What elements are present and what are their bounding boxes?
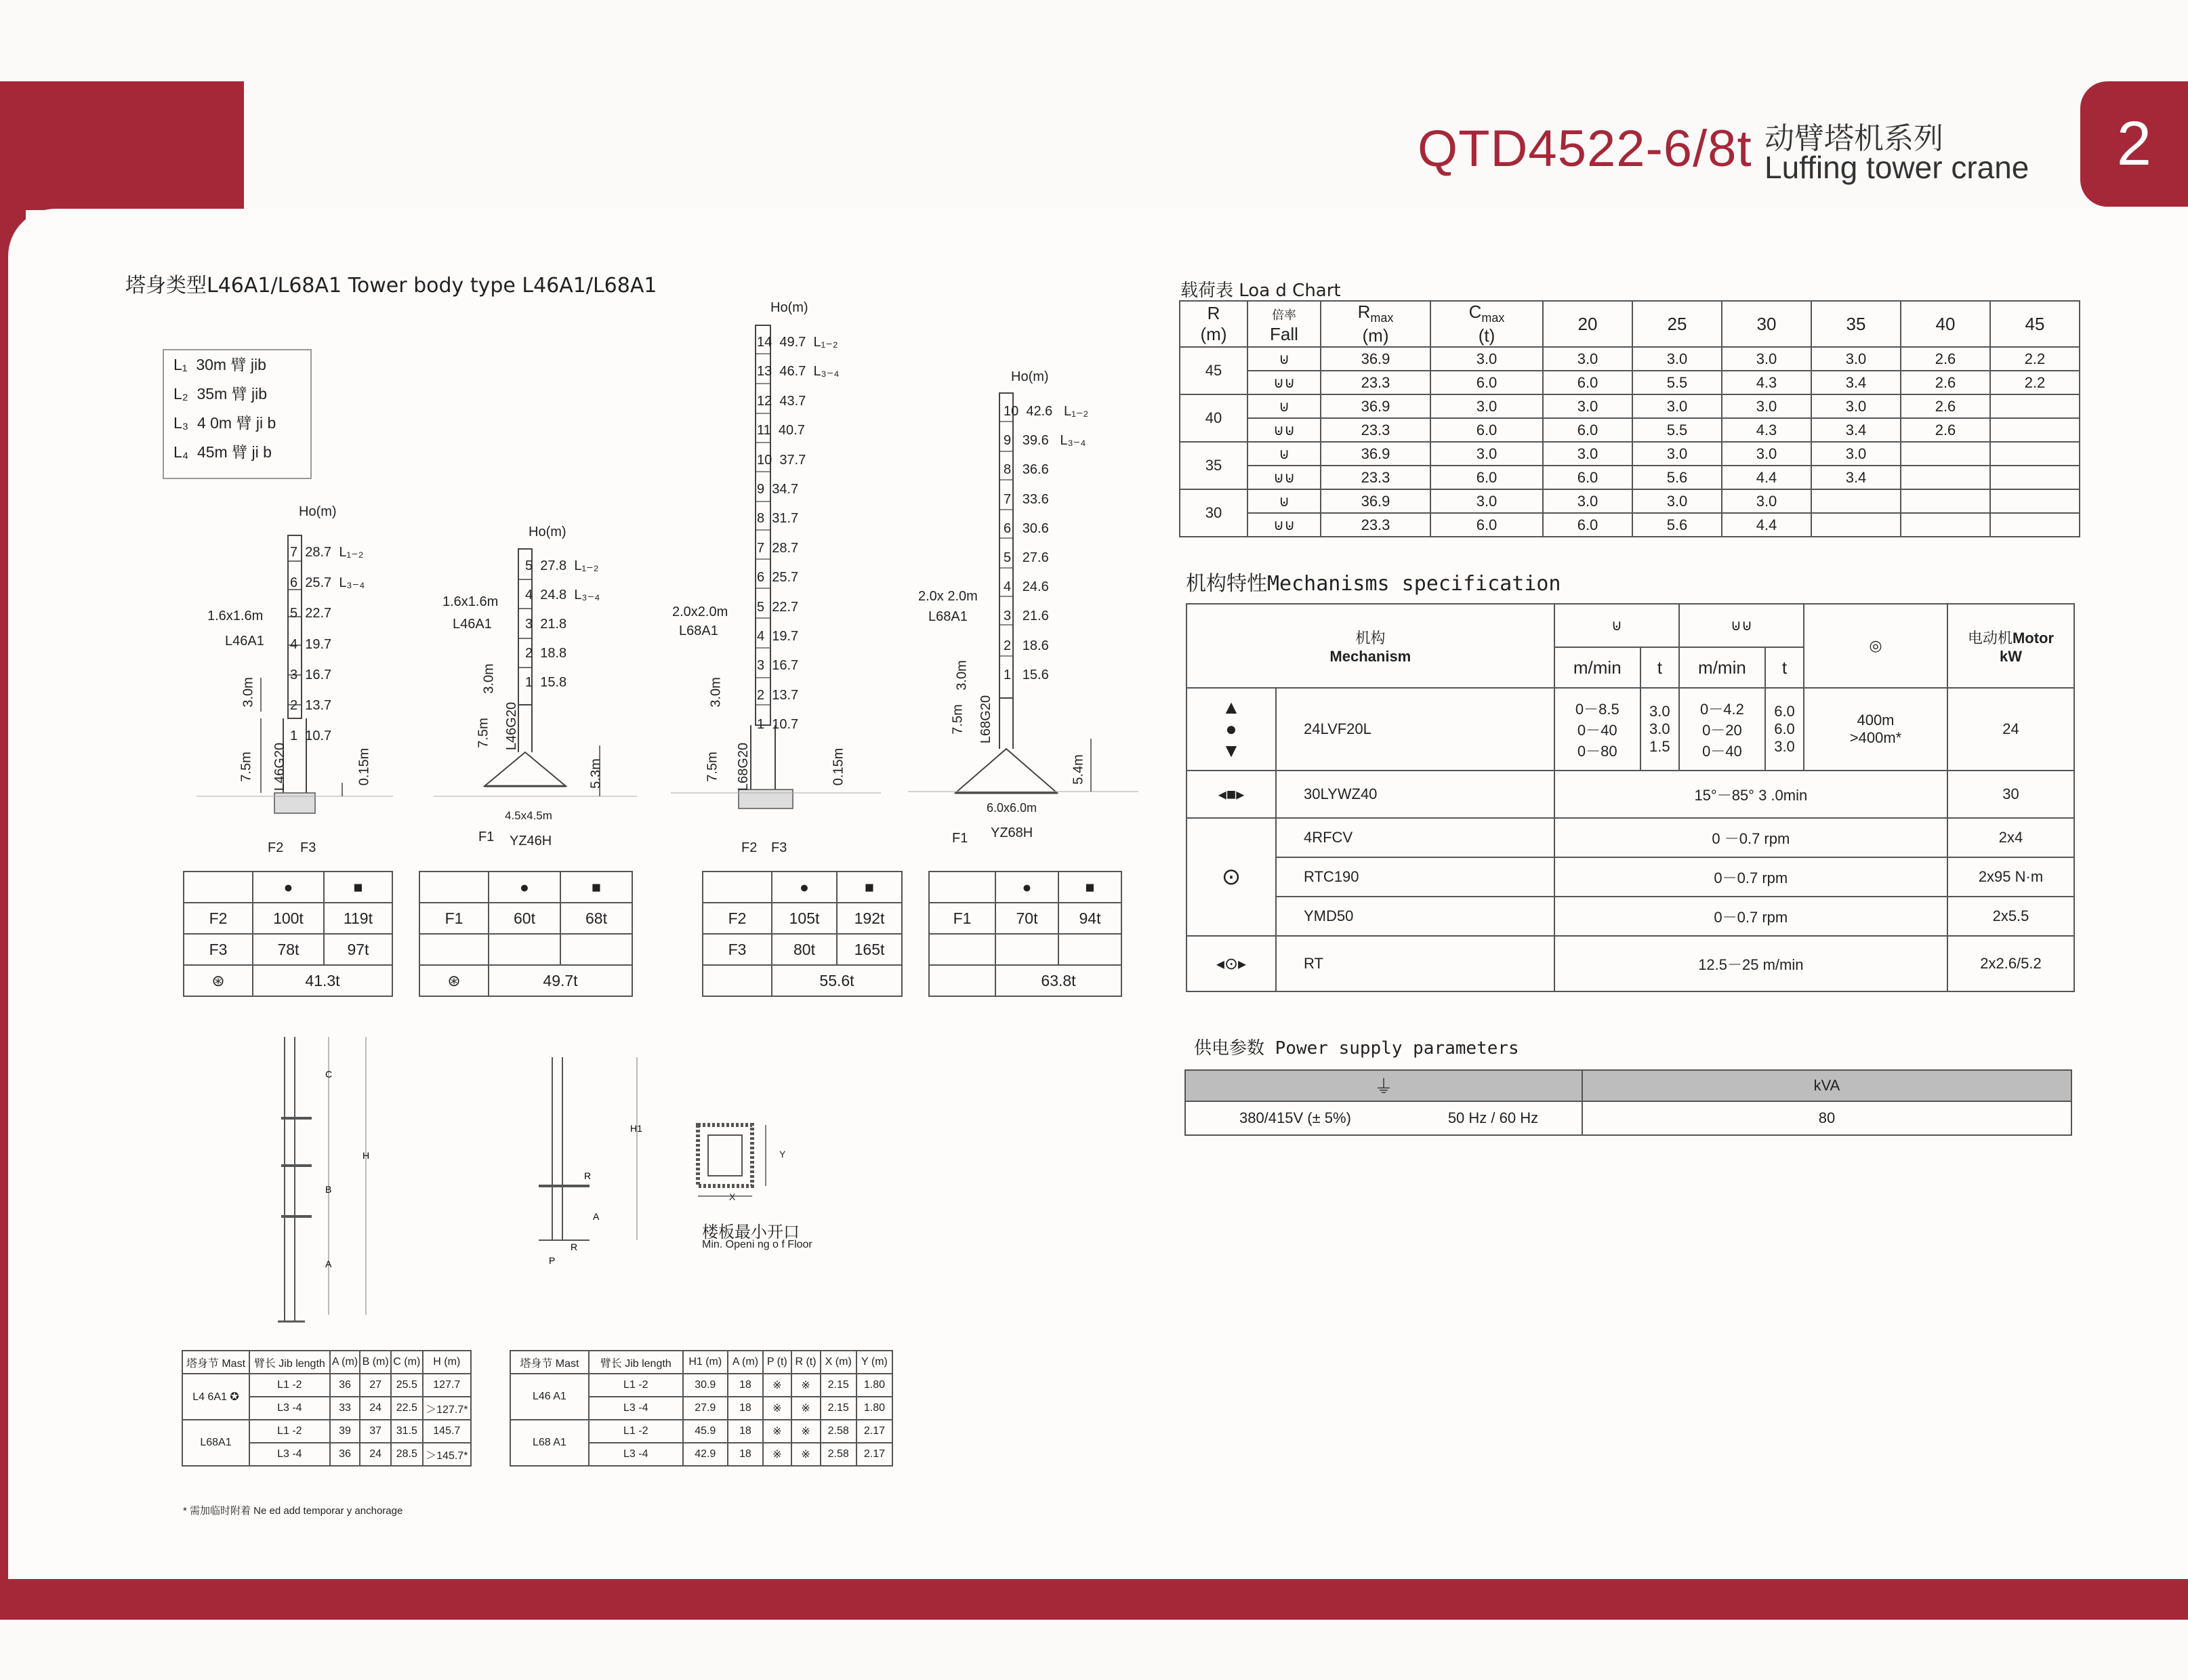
travel-icon: ◂⊙▸ [1186,936,1276,991]
table-row: L68 A1 L1 -2 45.9 18 ※ ※ 2.58 2.17 [510,1420,892,1443]
tower1-ho-label: Ho(m) [299,504,337,519]
tower1-base: L46G20 [272,742,288,792]
table-row: F3 80t 165t [703,934,902,965]
list-item: 12 43.7 [757,393,806,409]
table-row: F2 100t 119t [184,903,392,934]
list-item: 4 24.8 L₃₋₄ [525,588,600,602]
tower3-gap: 0.15m [831,747,846,786]
table-row: ⊍⊍ 23.3 6.0 6.0 5.5 4.3 3.4 2.6 2.2 [1180,371,2080,394]
table-row: F1 60t 68t [419,903,632,934]
table-row: F1 70t 94t [929,903,1121,934]
tower4-h2: 7.5m [950,704,966,735]
table-row: L3 -4 42.9 18 ※ ※ 2.58 2.17 [510,1443,892,1466]
table-row: ⊍⊍ 23.3 6.0 6.0 5.6 4.4 [1180,513,2080,537]
list-item: 3 21.8 [525,617,567,632]
table-row: F2 105t 192t [703,903,902,934]
force-table-4 [928,871,1122,997]
table-row: ⊍⊍ 23.3 6.0 6.0 5.6 4.4 3.4 [1180,466,2080,489]
list-item: 5 22.7 [290,606,332,621]
tower4-chassis: 6.0x6.0m [987,801,1037,815]
svg-text:P: P [549,1255,556,1266]
round-block-icon: ● [489,872,560,903]
tower2-gap: 5.3m [588,758,604,789]
table-row: L3 -4 33 24 22.5 ＞127.7* [182,1397,471,1420]
list-item: 5 27.6 [1004,550,1049,566]
floor-opening-y: Y [779,1149,786,1160]
tower1-h2: 7.5m [239,752,254,782]
list-item: 2 13.7 [290,698,332,714]
two-fall-icon: ⊍ [1247,347,1321,371]
floor-opening-diagram [695,1122,803,1210]
two-fall-icon: ⊍ [1247,489,1321,513]
table-header-row: 塔身节 Mast 臂长 Jib length A (m) B (m) C (m) H (m) [182,1351,471,1374]
power-title: 供电参数 Power supply parameters [1194,1038,1519,1059]
tower2-base: L46G20 [504,701,520,751]
svg-text:H1: H1 [630,1123,642,1134]
tower-body-title: 塔身类型L46A1/L68A1 Tower body type L46A1/L68A1 [125,274,657,298]
list-item: 7 28.7 L₁₋₂ [290,545,364,560]
red-bottom-band [0,1579,2188,1620]
list-item: 4 19.7 [757,629,799,644]
table-row: L46 A1 L1 -2 30.9 18 ※ ※ 2.15 1.80 [510,1374,892,1397]
tower4-base2: YZ68H [991,825,1033,840]
tower1-mast: L46A1 [225,634,264,649]
power-table [1184,1069,2072,1136]
table-row: F3 78t 97t [184,934,392,965]
floor-opening-en: Min. Openi ng o f Floor [702,1239,812,1250]
square-block-icon: ■ [837,872,902,903]
tower1-foot-f2: F2 [268,840,284,855]
table-header-row: R (m) 倍率 Fall $R_{max}$ (m) $C_{max}$ (t) 20 25 30 35 40 45 [1180,301,2080,347]
four-fall-icon: ⊍⊍ [1247,371,1321,394]
list-item: 5 27.8 L₁₋₂ [525,558,599,573]
tower1-height-list [290,537,365,752]
rope-drum-icon: ◎ [1804,604,1947,688]
svg-text:R: R [571,1242,578,1252]
list-item: 3 21.6 [1004,609,1049,624]
slewing-icon: ⊙ [1186,818,1276,936]
tower2-ho-label: Ho(m) [529,525,566,539]
jib-legend-item: L₄ 45m 臂 ji b [173,443,272,461]
list-item: 3 16.7 [757,658,799,674]
round-block-icon: ● [995,872,1058,903]
square-block-icon: ■ [324,872,392,903]
tower2-h2: 7.5m [476,718,491,748]
list-item: 7 28.7 [757,540,799,556]
table-row: 55.6t [703,965,902,996]
double-hook-icon: ⊍⊍ [1679,604,1804,647]
four-fall-icon: ⊍⊍ [1247,466,1321,489]
list-item: 7 33.6 [1004,491,1049,507]
two-fall-icon: ⊍ [1247,394,1321,418]
tower4-ho-label: Ho(m) [1011,369,1049,384]
tower4-foot: F1 [952,831,968,846]
list-item: 4 19.7 [290,636,332,652]
table-row: ⊍⊍ 23.3 6.0 6.0 5.5 4.3 3.4 2.6 [1180,418,2080,442]
load-chart-title: 载荷表 Loa d Chart [1180,281,1341,301]
series-title-cn: 动臂塔机系列 [1764,121,1943,156]
tower3-base: L68G20 [736,742,751,792]
list-item: 6 25.7 [757,570,799,586]
load-chart-table [1179,300,2080,537]
footnote: * 需加临时附着 Ne ed add temporar y anchorage [183,1505,403,1517]
table-row: YMD50 0－0.7 rpm 2x5.5 [1186,897,2074,936]
table-row: ◂■▸ 30LYWZ40 15°－85° 3 .0min 30 [1186,771,2074,818]
list-item: 1 10.7 [290,729,332,744]
tower3-foot-f2: F2 [741,840,758,855]
list-item: 2 18.6 [1004,638,1049,653]
list-item: 6 30.6 [1004,520,1049,536]
jib-legend [163,349,312,479]
four-fall-icon: ⊍⊍ [1247,513,1321,537]
tower3-height-list [757,328,839,740]
table-row: L3 -4 27.9 18 ※ ※ 2.15 1.80 [510,1397,892,1420]
table-row: ⊛ 49.7t [419,965,632,996]
svg-text:B: B [325,1184,332,1195]
list-item: 3 16.7 [290,667,332,682]
table-row: L4 6A1 ✪ L1 -2 36 27 25.5 127.7 [182,1374,471,1397]
table-row: ⊙ 4RFCV 0 －0.7 rpm 2x4 [1186,818,2074,857]
tower3-h2: 7.5m [705,752,720,782]
list-item: 9 39.6 L₃₋₄ [1004,433,1086,449]
table-row: 30 ⊍ 36.9 3.0 3.0 3.0 3.0 [1180,489,2080,513]
table-row: ◂⊙▸ RT 12.5－25 m/min 2x2.6/5.2 [1186,936,2074,991]
list-item: 11 40.7 [757,423,805,438]
weight-icon: ⊛ [184,965,253,996]
tower3-h1: 3.0m [708,677,724,708]
list-item: 13 46.7 L₃₋₄ [757,364,840,380]
tower3-mast: L68A1 [679,623,718,638]
tower4-section: 2.0x 2.0m [918,589,978,604]
tower2-chassis: 4.5x4.5m [505,809,552,822]
list-item: 10 42.6 L₁₋₂ [1004,404,1089,419]
tower2-h1: 3.0m [481,663,497,694]
svg-text:A: A [593,1211,600,1222]
floor-opening-cn: 楼板最小开口 [702,1223,800,1242]
series-title-en: Luffing tower crane [1764,150,2029,185]
floor-opening-x: X [729,1191,736,1202]
svg-text:A: A [325,1258,332,1269]
tower1-section: 1.6x1.6m [207,609,264,623]
round-block-icon: ● [253,872,324,903]
svg-text:C: C [325,1069,333,1080]
tower4-base: L68G20 [978,695,994,744]
tower4-height-list [1004,397,1088,690]
table-row: 380/415V (± 5%) 50 Hz / 60 Hz 80 [1185,1101,2071,1135]
table-header-row: 塔身节 Mast 臂长 Jib length H1 (m) A (m) P (t) R (t) X (m) Y (m) [510,1351,892,1374]
tower3-foot-f3: F3 [771,840,787,855]
luffing-icon: ◂■▸ [1186,771,1276,818]
single-hook-icon: ⊍ [1554,604,1679,647]
jib-legend-item: L₂ 35m 臂 jib [173,385,268,403]
tower2-mast: L46A1 [453,617,492,632]
square-block-icon: ■ [560,872,632,903]
tower3-section: 2.0x2.0m [672,605,728,619]
list-item: 1 10.7 [757,717,799,733]
plug-icon: ⏚ [1185,1070,1582,1101]
list-item: 14 49.7 L₁₋₂ [757,335,838,350]
table-row: 45 ⊍ 36.9 3.0 3.0 3.0 3.0 3.0 2.6 2.2 [1180,347,2080,371]
table-header-row: m/min t m/min t [1186,647,2074,688]
list-item: 9 34.7 [757,482,799,497]
tower2-base2: YZ46H [510,834,552,848]
page-number-badge: 2 [2080,81,2188,207]
tower1-foot-f3: F3 [300,840,316,855]
red-corner-band [0,81,244,210]
tower1-gap: 0.15m [356,747,372,786]
list-item: 2 18.8 [525,646,567,661]
weight-icon: ⊛ [419,965,489,996]
dimension-table-1 [182,1350,472,1467]
force-table-2 [419,871,633,997]
tower2-section: 1.6x1.6m [442,594,499,609]
tower4-gap: 5.4m [1071,754,1086,785]
round-block-icon: ● [772,872,837,903]
list-item: 5 22.7 [757,599,799,615]
table-row: L3 -4 36 24 28.5 ＞145.7* [182,1443,471,1466]
dimension-table-2 [510,1350,893,1467]
force-table-3 [702,871,903,997]
tower4-h1: 3.0m [954,660,970,691]
mechanisms-title: 机构特性Mechanisms specification [1186,572,1561,596]
table-header-row: ⏚ kVA [1185,1070,2071,1101]
tower1-h1: 3.0m [241,677,256,708]
tower3-ho-label: Ho(m) [770,300,808,315]
list-item: 2 13.7 [757,687,799,703]
table-row: RTC190 0－0.7 rpm 2x95 N·m [1186,857,2074,897]
anchorage-diagram-2 [522,1050,651,1274]
tower2-height-list [525,552,600,697]
tower4-mast: L68A1 [928,609,968,624]
table-header-row: 机构 Mechanism ⊍ ⊍⊍ ◎ 电动机Motor kW [1186,604,2074,647]
svg-text:H: H [363,1150,370,1161]
list-item: 6 25.7 L₃₋₄ [290,575,365,591]
table-row: L68A1 L1 -2 39 37 31.5 145.7 [182,1420,471,1443]
square-block-icon: ■ [1058,872,1121,903]
four-fall-icon: ⊍⊍ [1247,418,1321,442]
anchorage-diagram-1 [271,1030,393,1328]
jib-legend-item: L₃ 4 0m 臂 ji b [173,414,276,432]
force-table-1 [183,871,393,997]
table-row: 40 ⊍ 36.9 3.0 3.0 3.0 3.0 3.0 2.6 [1180,394,2080,418]
list-item: 1 15.8 [525,675,567,690]
table-row: 35 ⊍ 36.9 3.0 3.0 3.0 3.0 3.0 [1180,442,2080,466]
hoist-icon: ▲ ● ▼ [1186,688,1276,771]
list-item: 8 31.7 [757,511,799,527]
table-row: ▲ ● ▼ 24LVF20L 0－8.5 0－40 0－80 3.0 3.0 1.5 0－4.2 0－20 0－40 6.0 6.0 3.0 400m >400m* 24 [1186,688,2074,771]
two-fall-icon: ⊍ [1247,442,1321,466]
list-item: 8 36.6 [1004,462,1049,478]
svg-text:R: R [584,1170,592,1181]
list-item: 1 15.6 [1004,667,1049,682]
tower2-foot: F1 [478,829,495,844]
model-title: QTD4522-6/8t [1418,120,1752,178]
jib-legend-item: L₁ 30m 臂 jib [173,356,266,373]
table-row: 63.8t [929,965,1121,996]
list-item: 10 37.7 [757,452,806,468]
list-item: 4 24.6 [1004,579,1049,595]
mechanisms-table [1186,603,2075,992]
table-row: ⊛ 41.3t [184,965,392,996]
